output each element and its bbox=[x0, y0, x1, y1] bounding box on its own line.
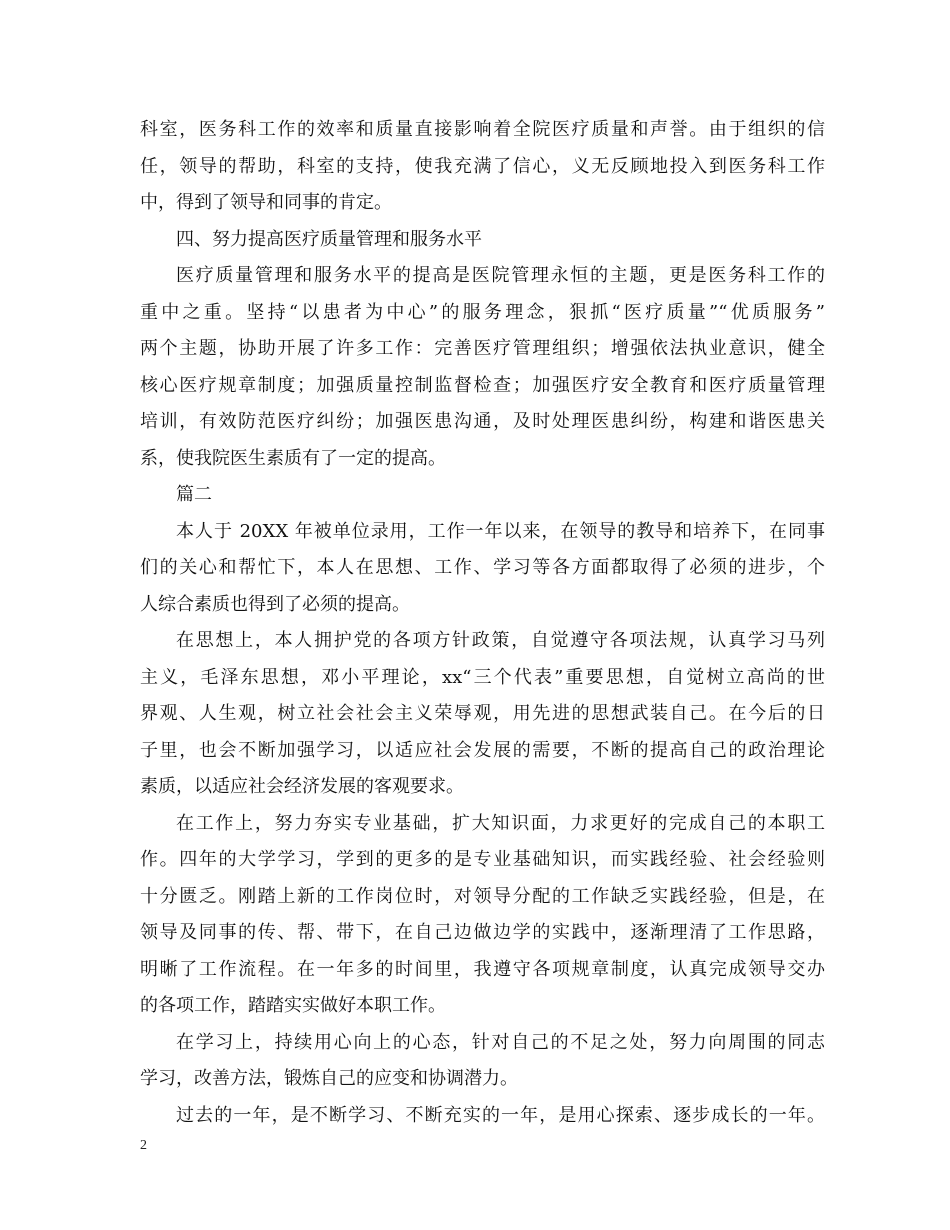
text-line: 过去的一年，是不断学习、不断充实的一年，是用心探索、逐步成长的一年。 bbox=[176, 1104, 825, 1126]
text-line: 作。四年的大学学习，学到的更多的是专业基础知识，而实践经验、社会经验则 bbox=[140, 849, 825, 870]
text-line: 领导及同事的传、帮、带下，在自己边做边学的实践中，逐渐理清了工作思路， bbox=[140, 922, 825, 943]
text-line: 本人于 20XX 年被单位录用，工作一年以来，在领导的教导和培养下，在同事 bbox=[176, 520, 825, 542]
text-line: 主义，毛泽东思想，邓小平理论，xx“三个代表”重要思想，自觉树立高尚的世 bbox=[140, 666, 825, 688]
text-line: 学习，改善方法，锻炼自己的应变和协调潜力。 bbox=[140, 1068, 518, 1089]
text-line: 科室，医务科工作的效率和质量直接影响着全院医疗质量和声誉。由于组织的信 bbox=[140, 119, 825, 140]
page-number: 2 bbox=[140, 1138, 147, 1153]
text-line: 培训，有效防范医疗纠纷；加强医患沟通，及时处理医患纠纷，构建和谐医患关 bbox=[140, 411, 825, 432]
text-line: 任，领导的帮助，科室的支持，使我充满了信心，义无反顾地投入到医务科工作 bbox=[140, 155, 825, 177]
text-line: 界观、人生观，树立社会社会主义荣辱观，用先进的思想武装自己。在今后的日 bbox=[140, 703, 825, 724]
text-line: 医疗质量管理和服务水平的提高是医院管理永恒的主题，更是医务科工作的 bbox=[176, 265, 825, 286]
text-line: 的各项工作，踏踏实实做好本职工作。 bbox=[140, 995, 446, 1016]
text-line: 人综合素质也得到了必须的提高。 bbox=[140, 593, 410, 615]
text-line: 篇二 bbox=[176, 484, 212, 505]
text-line: 十分匮乏。刚踏上新的工作岗位时，对领导分配的工作缺乏实践经验，但是，在 bbox=[140, 885, 825, 907]
text-line: 系，使我院医生素质有了一定的提高。 bbox=[140, 447, 446, 469]
text-line: 素质，以适应社会经济发展的客观要求。 bbox=[140, 776, 464, 797]
text-line: 明晰了工作流程。在一年多的时间里，我遵守各项规章制度，认真完成领导交办 bbox=[140, 958, 825, 980]
text-line: 在工作上，努力夯实专业基础，扩大知识面，力求更好的完成自己的本职工 bbox=[176, 812, 825, 834]
document-body bbox=[140, 112, 825, 1134]
text-line: 子里，也会不断加强学习，以适应社会发展的需要，不断的提高自己的政治理论 bbox=[140, 739, 825, 761]
text-line: 中，得到了领导和同事的肯定。 bbox=[140, 192, 392, 213]
text-line: 核心医疗规章制度；加强质量控制监督检查；加强医疗安全教育和医疗质量管理 bbox=[140, 374, 825, 396]
text-line: 两个主题，协助开展了许多工作：完善医疗管理组织；增强依法执业意识，健全 bbox=[140, 338, 825, 359]
text-line: 在学习上，持续用心向上的心态，针对自己的不足之处，努力向周围的同志 bbox=[176, 1031, 825, 1053]
text-line: 们的关心和帮忙下，本人在思想、工作、学习等各方面都取得了必须的进步，个 bbox=[140, 557, 825, 578]
text-line: 重中之重。坚持“以患者为中心”的服务理念，狠抓“医疗质量”“优质服务” bbox=[140, 301, 825, 323]
text-line: 在思想上，本人拥护党的各项方针政策，自觉遵守各项法规，认真学习马列 bbox=[176, 630, 825, 651]
text-line: 四、努力提高医疗质量管理和服务水平 bbox=[176, 228, 482, 250]
